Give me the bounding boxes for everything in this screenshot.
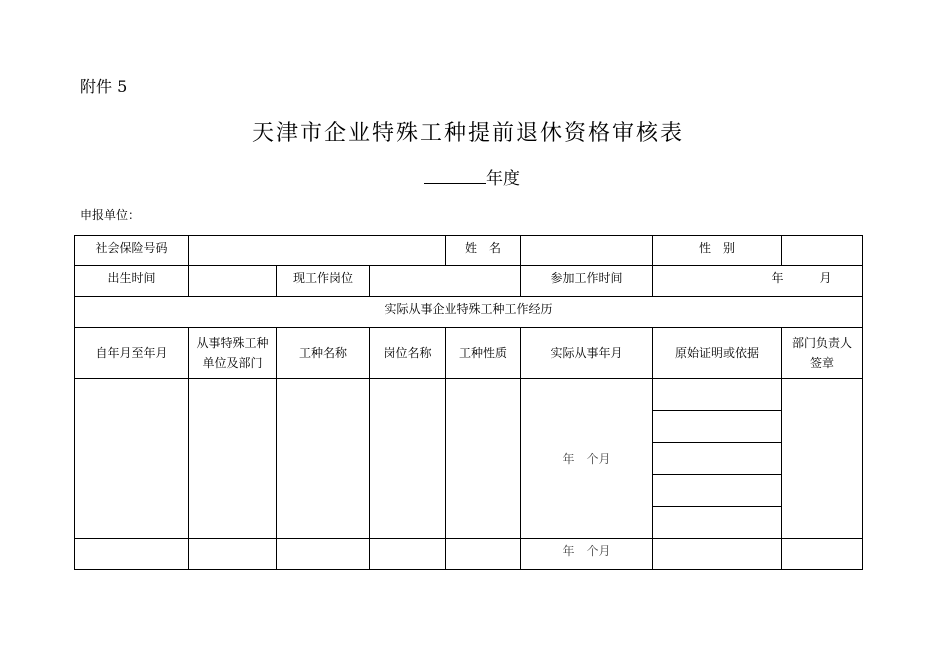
birth-field[interactable] xyxy=(189,266,277,297)
job-nature-cell[interactable] xyxy=(446,539,521,570)
name-label: 姓 名 xyxy=(446,236,521,266)
table-row xyxy=(75,539,863,570)
work-start-field[interactable] xyxy=(653,266,863,297)
unit-dept-cell[interactable] xyxy=(189,539,277,570)
col-header-job-nature: 工种性质 xyxy=(446,328,521,379)
month-unit: 月 xyxy=(819,271,832,285)
duration-text: 年 个月 xyxy=(562,451,611,466)
gender-label: 性 别 xyxy=(653,236,782,266)
evidence-line-2[interactable] xyxy=(653,411,781,443)
birth-label: 出生时间 xyxy=(75,266,189,297)
name-field[interactable] xyxy=(521,236,653,266)
review-table xyxy=(74,235,863,570)
current-post-field[interactable] xyxy=(370,266,521,297)
table-header-row xyxy=(75,328,863,379)
table-row xyxy=(75,266,863,297)
table-row xyxy=(75,236,863,266)
duration-text: 年 个月 xyxy=(562,544,611,558)
job-nature-cell[interactable] xyxy=(446,379,521,539)
duration-cell[interactable] xyxy=(521,539,653,570)
evidence-line-5[interactable] xyxy=(653,507,781,539)
table-row xyxy=(75,297,863,328)
evidence-line-3[interactable] xyxy=(653,443,781,475)
col-header-post-name: 岗位名称 xyxy=(370,328,446,379)
job-type-cell[interactable] xyxy=(277,379,370,539)
col-header-unit-dept: 从事特殊工种单位及部门 xyxy=(189,328,277,379)
unit-dept-cell[interactable] xyxy=(189,379,277,539)
signature-cell[interactable] xyxy=(782,379,863,539)
col-header-job-type: 工种名称 xyxy=(277,328,370,379)
ss-number-label: 社会保险号码 xyxy=(75,236,189,266)
year-unit: 年 xyxy=(771,271,784,285)
col-header-signature: 部门负责人签章 xyxy=(782,328,863,379)
attachment-number: 附件 5 xyxy=(80,77,128,96)
signature-cell[interactable] xyxy=(782,539,863,570)
col-header-period: 自年月至年月 xyxy=(75,328,189,379)
section-title: 实际从事企业特殊工种工作经历 xyxy=(75,297,863,328)
work-start-label: 参加工作时间 xyxy=(521,266,653,297)
applicant-unit-label: 申报单位： xyxy=(80,208,141,222)
evidence-line-4[interactable] xyxy=(653,475,781,507)
period-cell[interactable] xyxy=(75,379,189,539)
ss-number-field[interactable] xyxy=(189,236,446,266)
evidence-line-1[interactable] xyxy=(653,379,781,411)
table-row xyxy=(75,379,863,539)
post-name-cell[interactable] xyxy=(370,539,446,570)
evidence-cell[interactable] xyxy=(653,539,782,570)
duration-cell[interactable] xyxy=(521,379,653,539)
post-name-cell[interactable] xyxy=(370,379,446,539)
current-post-label: 现工作岗位 xyxy=(277,266,370,297)
evidence-cell xyxy=(653,379,782,539)
year-blank-line[interactable] xyxy=(424,164,486,184)
col-header-actual-duration: 实际从事年月 xyxy=(521,328,653,379)
gender-field[interactable] xyxy=(782,236,863,266)
col-header-evidence: 原始证明或依据 xyxy=(653,328,782,379)
form-title: 天津市企业特殊工种提前退休资格审核表 xyxy=(251,121,684,146)
year-suffix: 年度 xyxy=(486,169,520,189)
period-cell[interactable] xyxy=(75,539,189,570)
evidence-subtable xyxy=(653,379,781,538)
job-type-cell[interactable] xyxy=(277,539,370,570)
